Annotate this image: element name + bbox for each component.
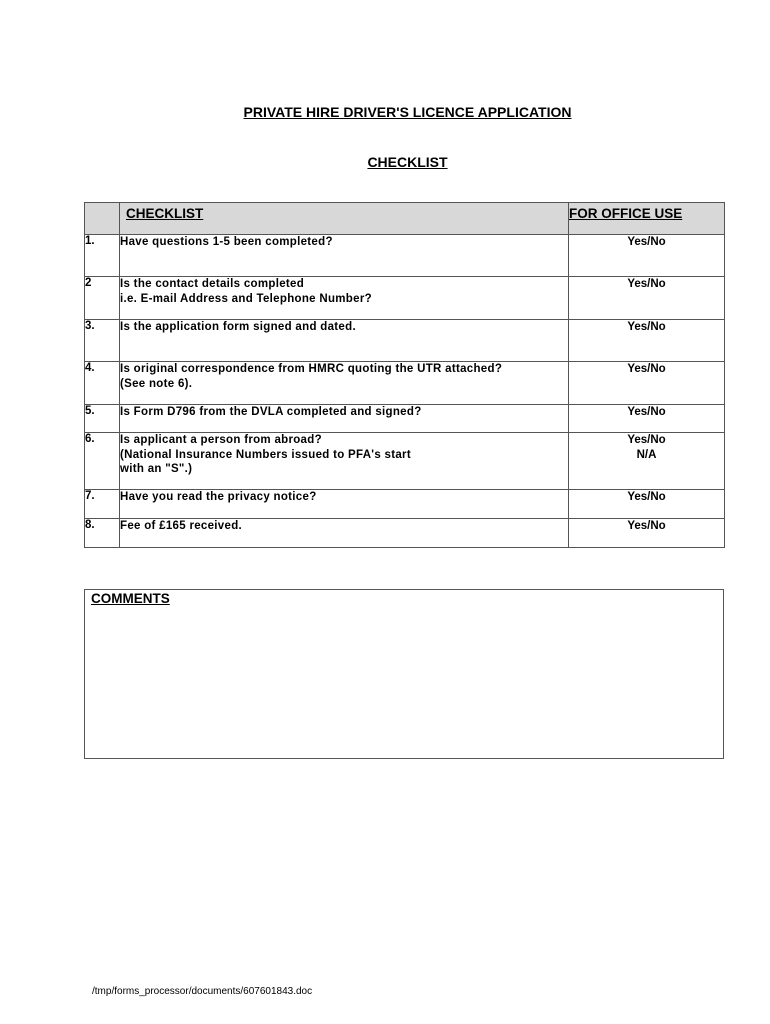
row-office-use <box>569 405 725 433</box>
office-answer: Yes/No <box>627 363 666 375</box>
table-row <box>85 405 725 433</box>
row-question <box>120 490 569 519</box>
row-number: 1. <box>85 235 120 277</box>
comments-box <box>84 589 724 759</box>
row-office-use <box>569 362 725 405</box>
row-number: 7. <box>85 490 120 519</box>
office-answer: Yes/No <box>627 520 666 532</box>
checklist-table <box>84 202 725 548</box>
header-number-cell <box>85 203 120 235</box>
row-number: 8. <box>85 519 120 548</box>
table-row <box>85 277 725 320</box>
question-line: Have you read the privacy notice? <box>120 491 317 503</box>
question-line: Have questions 1-5 been completed? <box>120 236 333 248</box>
office-answer: Yes/No <box>627 236 666 248</box>
document-subtitle: CHECKLIST <box>367 154 448 170</box>
footer-file-path: /tmp/forms_processor/documents/607601843.doc <box>92 986 313 997</box>
question-line: Is the contact details completed <box>120 278 305 290</box>
header-office-cell <box>569 203 725 235</box>
table-row <box>85 519 725 548</box>
header-checklist-cell <box>120 203 569 235</box>
row-question <box>120 235 569 277</box>
row-question <box>120 433 569 490</box>
question-line: Fee of £165 received. <box>120 520 243 532</box>
row-question <box>120 277 569 320</box>
row-number: 3. <box>85 320 120 362</box>
table-header-row <box>85 203 725 235</box>
table-row <box>85 362 725 405</box>
row-number: 6. <box>85 433 120 490</box>
question-line: (National Insurance Numbers issued to PFA's start <box>120 448 411 461</box>
question-line: (See note 6). <box>120 377 193 390</box>
question-line: Is applicant a person from abroad? <box>120 434 322 446</box>
office-answer: Yes/No <box>627 321 666 333</box>
header-office-label: FOR OFFICE USE <box>569 206 683 221</box>
document-title: PRIVATE HIRE DRIVER'S LICENCE APPLICATION <box>243 104 572 120</box>
row-question <box>120 405 569 433</box>
office-answer: Yes/No <box>627 406 666 418</box>
row-question <box>120 519 569 548</box>
question-line: Is original correspondence from HMRC quoting the UTR attached? <box>120 363 503 375</box>
row-office-use <box>569 235 725 277</box>
row-number: 2 <box>85 277 120 320</box>
office-answer-alt: N/A <box>636 448 657 461</box>
row-office-use <box>569 320 725 362</box>
header-checklist-label: CHECKLIST <box>126 206 204 221</box>
table-row <box>85 235 725 277</box>
table-row <box>85 320 725 362</box>
row-number: 4. <box>85 362 120 405</box>
question-line: Is the application form signed and dated. <box>120 321 356 333</box>
table-row <box>85 433 725 490</box>
row-number: 5. <box>85 405 120 433</box>
question-line: i.e. E-mail Address and Telephone Number? <box>120 292 372 305</box>
row-question <box>120 362 569 405</box>
office-answer: Yes/No <box>627 278 666 290</box>
row-question <box>120 320 569 362</box>
question-line: Is Form D796 from the DVLA completed and signed? <box>120 406 422 418</box>
row-office-use <box>569 433 725 490</box>
row-office-use <box>569 490 725 519</box>
table-row <box>85 490 725 519</box>
office-answer: Yes/No <box>627 434 666 446</box>
row-office-use <box>569 277 725 320</box>
comments-label: COMMENTS <box>91 591 170 606</box>
row-office-use <box>569 519 725 548</box>
question-line: with an "S".) <box>120 463 193 475</box>
office-answer: Yes/No <box>627 491 666 503</box>
